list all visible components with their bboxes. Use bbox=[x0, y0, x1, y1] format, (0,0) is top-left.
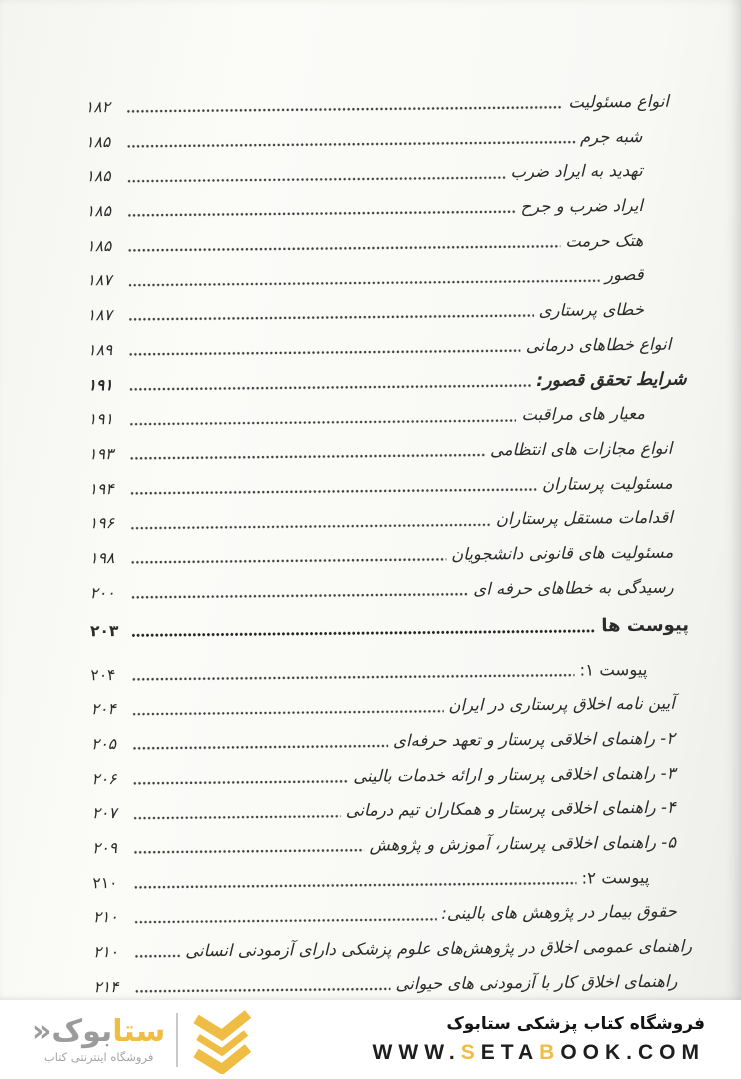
dot-leader bbox=[126, 139, 575, 148]
toc-entry-title: هتک حرمت bbox=[565, 230, 644, 251]
dot-leader bbox=[132, 708, 444, 716]
store-name: فروشگاه کتاب پزشکی ستابوک bbox=[446, 1014, 705, 1034]
logo-text-column bbox=[32, 1013, 166, 1064]
toc-row bbox=[92, 832, 691, 860]
toc-entry-title: تهدید به ایراد ضرب bbox=[510, 161, 643, 182]
footer-url-part: S bbox=[460, 1041, 481, 1064]
toc-row bbox=[93, 936, 692, 964]
toc-page-number: ۲۰۷ bbox=[91, 804, 117, 823]
dot-leader bbox=[131, 672, 574, 681]
toc-entry-title: ۵- راهنمای اخلاقی پرستار، آموزش و پژوهش bbox=[369, 832, 677, 855]
toc-page-number: ۱۸۵ bbox=[85, 167, 111, 186]
toc-entry-title: رسیدگی به خطاهای حرفه ای bbox=[473, 577, 674, 599]
dot-leader bbox=[133, 813, 341, 820]
dot-leader bbox=[134, 986, 390, 993]
toc-entry-title: راهنمای عمومی اخلاق در پژوهش‌های علوم پزشکی دارای آزمودنی انسانی bbox=[185, 936, 693, 961]
toc-page-number: ۱۹۱ bbox=[87, 410, 114, 429]
dot-leader bbox=[133, 880, 576, 889]
dot-leader bbox=[134, 916, 437, 924]
toc-entry-title: پیوست ۱: bbox=[579, 659, 648, 680]
logo-divider bbox=[176, 1013, 178, 1067]
toc-page-number: ۲۱۴ bbox=[93, 977, 119, 997]
toc-row bbox=[91, 728, 690, 756]
dot-leader bbox=[131, 628, 596, 637]
toc-row bbox=[90, 576, 689, 604]
dot-leader bbox=[129, 383, 532, 392]
logo-wordmark bbox=[32, 1013, 166, 1049]
logo-guillemet-icon: « bbox=[32, 1013, 52, 1049]
toc-row bbox=[93, 970, 692, 998]
toc-row bbox=[86, 195, 685, 223]
toc-entry-title: مسئولیت پرستاران bbox=[541, 473, 673, 494]
toc-entry-title: آیین نامه اخلاق پرستاری در ایران bbox=[448, 693, 675, 716]
toc-row bbox=[87, 299, 686, 327]
toc-entry-title: اقدامات مستقل پرستاران bbox=[495, 507, 674, 529]
toc-entry-title: حقوق بیمار در پژوهش های بالینی: bbox=[441, 902, 677, 924]
toc-page-number: ۲۱۰ bbox=[92, 908, 118, 927]
dot-leader bbox=[130, 522, 491, 530]
footer-url-part: ETA bbox=[480, 1041, 540, 1064]
footer-url bbox=[373, 1041, 705, 1065]
toc-page-number: ۱۸۵ bbox=[85, 132, 111, 151]
toc-page-number: ۱۹۶ bbox=[88, 514, 115, 533]
toc-entry-title: خطای پرستاری bbox=[538, 300, 645, 321]
toc-row bbox=[85, 91, 684, 119]
toc-page-number: ۲۰۹ bbox=[92, 839, 118, 858]
toc-row bbox=[86, 229, 685, 257]
toc-row bbox=[88, 368, 687, 396]
toc-entry-title: پیوست ها bbox=[601, 614, 690, 636]
setabook-chevron-icon bbox=[189, 1006, 255, 1074]
footer-url-part: WWW. bbox=[372, 1041, 461, 1064]
toc-page-number: ۲۰۰ bbox=[89, 583, 115, 602]
toc-entry-title: راهنمای اخلاق کار با آزمودنی های حیوانی bbox=[395, 971, 678, 994]
toc-row bbox=[87, 333, 686, 361]
toc-entry-title: شرایط تحقق قصور: bbox=[536, 369, 687, 391]
toc-row bbox=[89, 472, 688, 500]
toc-page-number: ۱۸۹ bbox=[87, 340, 113, 360]
dot-leader bbox=[128, 313, 534, 322]
dot-leader bbox=[129, 417, 517, 426]
toc-page-number: ۲۰۳ bbox=[89, 621, 119, 640]
dot-leader bbox=[132, 743, 388, 750]
toc-row bbox=[89, 541, 688, 569]
toc-entry-title: انواع مسئولیت bbox=[568, 91, 670, 112]
dot-leader bbox=[129, 452, 485, 460]
toc-row bbox=[92, 866, 691, 894]
toc-entry-title: ۴- راهنمای اخلاقی پرستار و همکاران تیم درمانی bbox=[345, 798, 676, 821]
toc-row bbox=[91, 762, 690, 790]
toc-entry-title: قصور bbox=[604, 265, 644, 285]
toc-row bbox=[91, 693, 690, 721]
toc-row bbox=[89, 507, 688, 535]
toc-entry-title: انواع مجازات های انتظامی bbox=[489, 438, 673, 460]
toc-row bbox=[88, 437, 687, 465]
toc-page-number: ۲۰۴ bbox=[90, 665, 116, 684]
dot-leader bbox=[130, 487, 537, 496]
toc-page-number: ۲۰۵ bbox=[91, 735, 117, 754]
logo-wordmark-gold: ستا bbox=[112, 1013, 166, 1049]
footer-banner bbox=[0, 1000, 741, 1079]
toc-page-number: ۱۸۷ bbox=[86, 271, 112, 290]
toc-page-number: ۲۰۶ bbox=[91, 769, 117, 788]
toc-row bbox=[85, 125, 684, 153]
store-text-block bbox=[373, 1014, 705, 1065]
toc-entry-title: شبه جرم bbox=[579, 126, 643, 147]
toc-entry-title: ۲- راهنمای اخلاقی پرستار و تعهد حرفه‌ای bbox=[392, 728, 676, 751]
dot-leader bbox=[127, 209, 515, 218]
toc-page-number: ۱۹۸ bbox=[89, 548, 115, 568]
toc-row bbox=[88, 403, 687, 431]
dot-leader bbox=[126, 105, 563, 114]
toc-row bbox=[93, 901, 692, 929]
toc-row bbox=[92, 797, 691, 825]
toc-page-number: ۱۹۴ bbox=[88, 479, 114, 498]
toc-page-number: ۱۸۵ bbox=[86, 236, 112, 256]
toc-row bbox=[90, 658, 689, 686]
toc-page-number: ۲۰۴ bbox=[90, 700, 116, 719]
toc-page-number: ۱۸۷ bbox=[86, 306, 113, 325]
toc-row bbox=[90, 614, 689, 642]
toc-entry-title: مسئولیت های قانونی دانشجویان bbox=[451, 542, 674, 564]
dot-leader bbox=[130, 557, 446, 565]
toc-page-number: ۲۱۰ bbox=[92, 873, 118, 893]
toc-page-number: ۱۸۲ bbox=[84, 98, 111, 117]
dot-leader bbox=[128, 278, 600, 288]
toc-entry-title: انواع خطاهای درمانی bbox=[525, 334, 672, 355]
toc-entry-title: ۳- راهنمای اخلاقی پرستار و ارائه خدمات بالینی bbox=[353, 763, 676, 786]
footer-url-part: OOK.COM bbox=[560, 1041, 705, 1064]
toc-page-number: ۲۱۰ bbox=[93, 943, 119, 962]
dot-leader bbox=[132, 778, 348, 785]
toc-page-number: ۱۹۳ bbox=[88, 444, 114, 464]
toc-entry-title: پیوست ۲: bbox=[581, 867, 650, 888]
setabook-logo bbox=[32, 1006, 255, 1074]
logo-wordmark-gray: بوک bbox=[51, 1013, 113, 1049]
dot-leader bbox=[127, 175, 506, 184]
toc-row bbox=[86, 160, 685, 188]
toc-page-number: ۱۹۱ bbox=[87, 375, 113, 394]
dot-leader bbox=[127, 243, 560, 252]
dot-leader bbox=[128, 348, 520, 357]
toc-page-number: ۱۸۵ bbox=[85, 202, 112, 221]
logo-tagline: فروشگاه اینترنتی کتاب bbox=[43, 1049, 154, 1064]
toc-entry-title: ایراد ضرب و جرح bbox=[520, 196, 644, 217]
footer-url-part: B bbox=[539, 1041, 561, 1064]
toc-entry-title: معیار های مراقبت bbox=[521, 404, 646, 425]
dot-leader bbox=[131, 591, 469, 599]
dot-leader bbox=[134, 954, 180, 959]
toc-row bbox=[87, 264, 686, 292]
dot-leader bbox=[133, 848, 365, 855]
